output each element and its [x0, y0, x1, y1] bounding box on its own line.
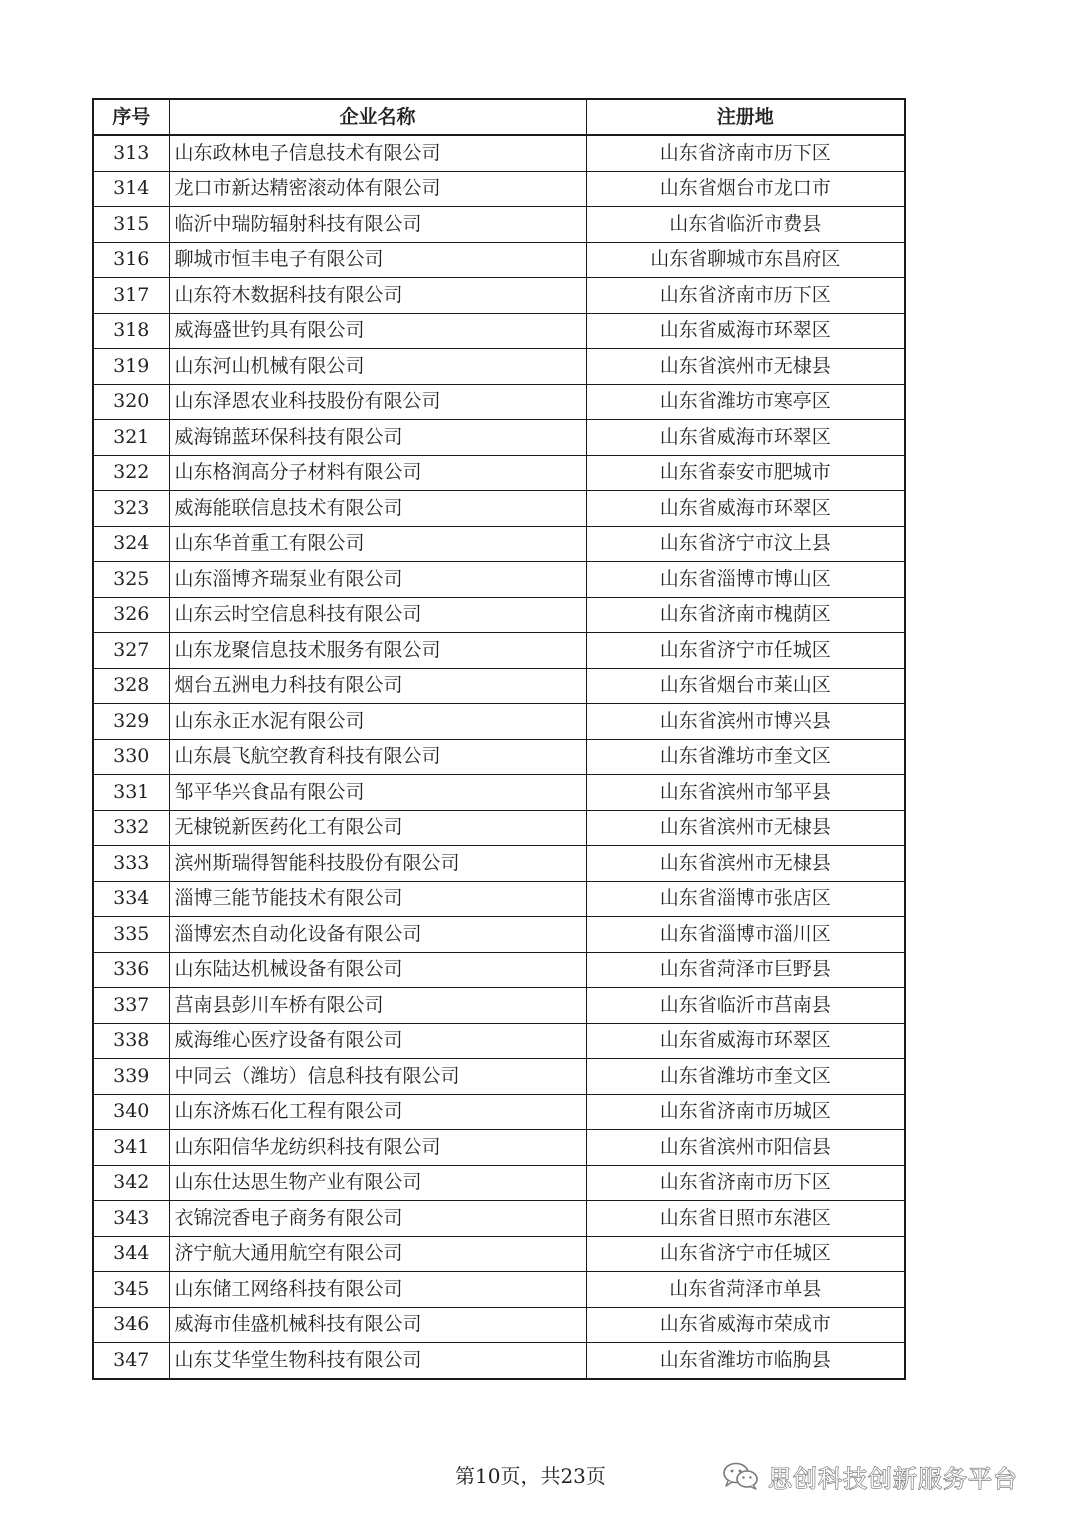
company-name-cell: 山东格润高分子材料有限公司: [169, 455, 586, 491]
registration-place-cell: 山东省滨州市无棣县: [586, 846, 905, 882]
serial-number-cell: 339: [93, 1059, 169, 1095]
registration-place-cell: 山东省聊城市东昌府区: [586, 242, 905, 278]
registration-place-cell: 山东省滨州市博兴县: [586, 704, 905, 740]
serial-number-cell: 319: [93, 349, 169, 385]
table-row: [93, 1343, 905, 1379]
registration-place-cell: 山东省威海市荣成市: [586, 1307, 905, 1343]
registration-place-cell: 山东省泰安市肥城市: [586, 455, 905, 491]
company-name-cell: 山东晨飞航空教育科技有限公司: [169, 739, 586, 775]
table-header-row: [93, 99, 905, 135]
company-name-cell: 无棣锐新医药化工有限公司: [169, 810, 586, 846]
company-name-cell: 山东永正水泥有限公司: [169, 704, 586, 740]
company-name-cell: 山东陆达机械设备有限公司: [169, 952, 586, 988]
serial-number-cell: 335: [93, 917, 169, 953]
company-name-cell: 山东济炼石化工程有限公司: [169, 1094, 586, 1130]
company-name-cell: 威海能联信息技术有限公司: [169, 491, 586, 527]
company-name-cell: 威海锦蓝环保科技有限公司: [169, 420, 586, 456]
serial-number-cell: 330: [93, 739, 169, 775]
table-row: [93, 1023, 905, 1059]
table-row: [93, 668, 905, 704]
serial-number-cell: 337: [93, 988, 169, 1024]
table-row: [93, 278, 905, 314]
company-name-cell: 烟台五洲电力科技有限公司: [169, 668, 586, 704]
company-name-cell: 山东云时空信息科技有限公司: [169, 597, 586, 633]
wechat-icon: [722, 1462, 760, 1490]
serial-number-cell: 317: [93, 278, 169, 314]
table-row: [93, 526, 905, 562]
registration-place-cell: 山东省威海市环翠区: [586, 491, 905, 527]
watermark: [722, 1460, 1018, 1492]
serial-number-cell: 346: [93, 1307, 169, 1343]
table-row: [93, 633, 905, 669]
registration-place-cell: 山东省济南市历下区: [586, 278, 905, 314]
company-name-cell: 滨州斯瑞得智能科技股份有限公司: [169, 846, 586, 882]
registration-place-cell: 山东省济南市历下区: [586, 135, 905, 171]
registration-place-cell: 山东省威海市环翠区: [586, 1023, 905, 1059]
company-name-cell: 衣锦浣香电子商务有限公司: [169, 1201, 586, 1237]
registration-place-cell: 山东省潍坊市奎文区: [586, 739, 905, 775]
registration-place-cell: 山东省滨州市邹平县: [586, 775, 905, 811]
serial-number-cell: 313: [93, 135, 169, 171]
table-row: [93, 491, 905, 527]
registration-place-cell: 山东省烟台市莱山区: [586, 668, 905, 704]
registration-place-cell: 山东省潍坊市奎文区: [586, 1059, 905, 1095]
serial-number-cell: 328: [93, 668, 169, 704]
company-name-cell: 威海市佳盛机械科技有限公司: [169, 1307, 586, 1343]
registration-place-cell: 山东省潍坊市寒亭区: [586, 384, 905, 420]
table-row: [93, 952, 905, 988]
table-row: [93, 135, 905, 171]
registration-place-cell: 山东省济宁市任城区: [586, 1236, 905, 1272]
registration-place-cell: 山东省潍坊市临朐县: [586, 1343, 905, 1379]
registration-place-cell: 山东省淄博市博山区: [586, 562, 905, 598]
company-name-cell: 山东龙聚信息技术服务有限公司: [169, 633, 586, 669]
page-number: 第10页，共23页: [455, 1464, 606, 1488]
company-table: [92, 98, 906, 1380]
table-row: [93, 384, 905, 420]
serial-number-cell: 327: [93, 633, 169, 669]
header-company-name: 企业名称: [169, 99, 586, 135]
serial-number-cell: 345: [93, 1272, 169, 1308]
serial-number-cell: 315: [93, 207, 169, 243]
serial-number-cell: 316: [93, 242, 169, 278]
table-row: [93, 881, 905, 917]
company-name-cell: 山东政林电子信息技术有限公司: [169, 135, 586, 171]
company-name-cell: 邹平华兴食品有限公司: [169, 775, 586, 811]
company-name-cell: 莒南县彭川车桥有限公司: [169, 988, 586, 1024]
page-footer: [0, 1460, 1080, 1493]
serial-number-cell: 324: [93, 526, 169, 562]
serial-number-cell: 322: [93, 455, 169, 491]
serial-number-cell: 318: [93, 313, 169, 349]
company-name-cell: 山东仕达思生物产业有限公司: [169, 1165, 586, 1201]
registration-place-cell: 山东省临沂市费县: [586, 207, 905, 243]
serial-number-cell: 344: [93, 1236, 169, 1272]
registration-place-cell: 山东省菏泽市巨野县: [586, 952, 905, 988]
table-row: [93, 1307, 905, 1343]
table-row: [93, 207, 905, 243]
company-name-cell: 济宁航大通用航空有限公司: [169, 1236, 586, 1272]
registration-place-cell: 山东省济宁市任城区: [586, 633, 905, 669]
table-row: [93, 1272, 905, 1308]
registration-place-cell: 山东省济南市槐荫区: [586, 597, 905, 633]
serial-number-cell: 329: [93, 704, 169, 740]
company-name-cell: 山东储工网络科技有限公司: [169, 1272, 586, 1308]
table-row: [93, 775, 905, 811]
company-name-cell: 山东淄博齐瑞泵业有限公司: [169, 562, 586, 598]
registration-place-cell: 山东省淄博市淄川区: [586, 917, 905, 953]
registration-place-cell: 山东省淄博市张店区: [586, 881, 905, 917]
company-name-cell: 临沂中瑞防辐射科技有限公司: [169, 207, 586, 243]
table-row: [93, 917, 905, 953]
header-registration-place: 注册地: [586, 99, 905, 135]
serial-number-cell: 340: [93, 1094, 169, 1130]
table-row: [93, 1130, 905, 1166]
serial-number-cell: 333: [93, 846, 169, 882]
registration-place-cell: 山东省菏泽市单县: [586, 1272, 905, 1308]
company-name-cell: 中同云（潍坊）信息科技有限公司: [169, 1059, 586, 1095]
table-row: [93, 1236, 905, 1272]
table-row: [93, 988, 905, 1024]
serial-number-cell: 326: [93, 597, 169, 633]
company-name-cell: 龙口市新达精密滚动体有限公司: [169, 171, 586, 207]
company-name-cell: 淄博三能节能技术有限公司: [169, 881, 586, 917]
company-name-cell: 淄博宏杰自动化设备有限公司: [169, 917, 586, 953]
table-row: [93, 562, 905, 598]
registration-place-cell: 山东省威海市环翠区: [586, 313, 905, 349]
serial-number-cell: 323: [93, 491, 169, 527]
registration-place-cell: 山东省烟台市龙口市: [586, 171, 905, 207]
company-name-cell: 山东河山机械有限公司: [169, 349, 586, 385]
table-row: [93, 1059, 905, 1095]
table-row: [93, 313, 905, 349]
company-name-cell: 威海维心医疗设备有限公司: [169, 1023, 586, 1059]
serial-number-cell: 343: [93, 1201, 169, 1237]
serial-number-cell: 325: [93, 562, 169, 598]
registration-place-cell: 山东省日照市东港区: [586, 1201, 905, 1237]
serial-number-cell: 320: [93, 384, 169, 420]
registration-place-cell: 山东省济宁市汶上县: [586, 526, 905, 562]
registration-place-cell: 山东省济南市历下区: [586, 1165, 905, 1201]
table-row: [93, 810, 905, 846]
company-name-cell: 聊城市恒丰电子有限公司: [169, 242, 586, 278]
table-row: [93, 704, 905, 740]
table-row: [93, 1201, 905, 1237]
serial-number-cell: 338: [93, 1023, 169, 1059]
serial-number-cell: 342: [93, 1165, 169, 1201]
serial-number-cell: 331: [93, 775, 169, 811]
table-row: [93, 242, 905, 278]
serial-number-cell: 336: [93, 952, 169, 988]
company-name-cell: 山东泽恩农业科技股份有限公司: [169, 384, 586, 420]
table-row: [93, 420, 905, 456]
company-name-cell: 山东符木数据科技有限公司: [169, 278, 586, 314]
table-row: [93, 455, 905, 491]
table-row: [93, 739, 905, 775]
company-name-cell: 山东艾华堂生物科技有限公司: [169, 1343, 586, 1379]
serial-number-cell: 334: [93, 881, 169, 917]
serial-number-cell: 341: [93, 1130, 169, 1166]
watermark-text: 思创科技创新服务平台: [768, 1464, 1018, 1493]
company-name-cell: 山东阳信华龙纺织科技有限公司: [169, 1130, 586, 1166]
table-row: [93, 171, 905, 207]
table-row: [93, 1094, 905, 1130]
table-row: [93, 1165, 905, 1201]
registration-place-cell: 山东省临沂市莒南县: [586, 988, 905, 1024]
header-serial-number: 序号: [93, 99, 169, 135]
serial-number-cell: 314: [93, 171, 169, 207]
table-body: [93, 135, 905, 1379]
serial-number-cell: 332: [93, 810, 169, 846]
registration-place-cell: 山东省滨州市无棣县: [586, 810, 905, 846]
serial-number-cell: 321: [93, 420, 169, 456]
registration-place-cell: 山东省威海市环翠区: [586, 420, 905, 456]
table-row: [93, 846, 905, 882]
serial-number-cell: 347: [93, 1343, 169, 1379]
table-row: [93, 349, 905, 385]
registration-place-cell: 山东省滨州市无棣县: [586, 349, 905, 385]
table-row: [93, 597, 905, 633]
registration-place-cell: 山东省济南市历城区: [586, 1094, 905, 1130]
company-name-cell: 山东华首重工有限公司: [169, 526, 586, 562]
registration-place-cell: 山东省滨州市阳信县: [586, 1130, 905, 1166]
company-name-cell: 威海盛世钓具有限公司: [169, 313, 586, 349]
